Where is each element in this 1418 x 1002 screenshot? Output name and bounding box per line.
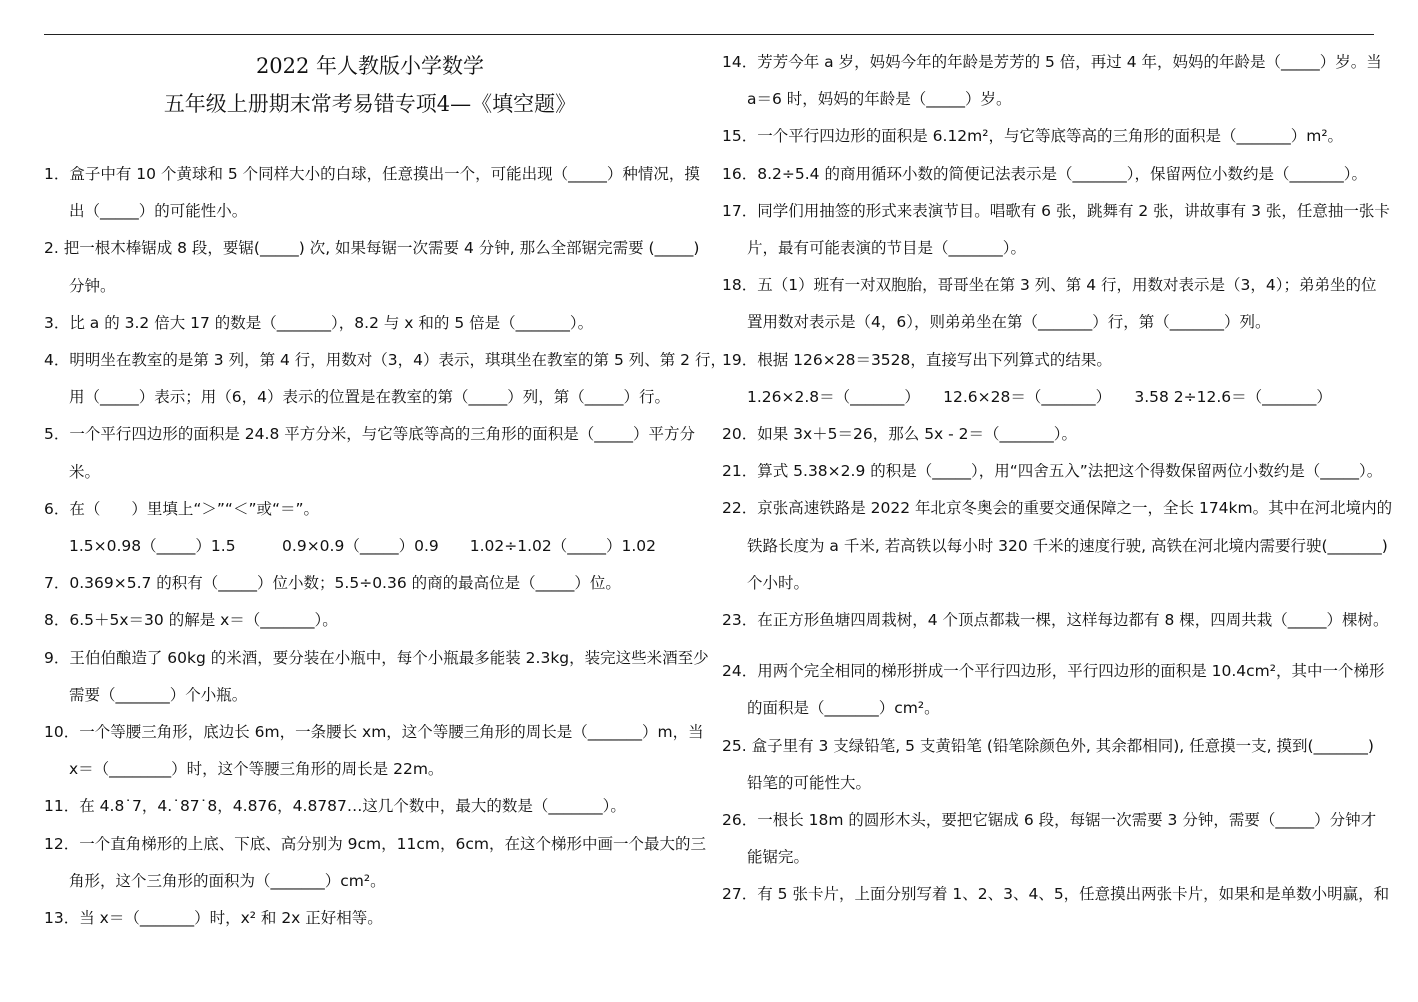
question-line: 16．8.2÷5.4 的商用循环小数的简便记法表示是（_______），保留两位小数约是（_______）。 — [722, 164, 1367, 183]
question-line: 铁路长度为 a 千米, 若高铁以每小时 320 千米的速度行驶, 高铁在河北境内需要行驶(_______) — [747, 536, 1388, 555]
question-line: 20．如果 3x＋5＝26，那么 5x - 2＝（_______）。 — [722, 425, 1078, 444]
question-line: 置用数对表示是（4，6），则弟弟坐在第（_______）行，第（_______）列。 — [747, 313, 1271, 332]
question-line: 4．明明坐在教室的是第 3 列，第 4 行，用数对（3，4）表示，琪琪坐在教室的第 5 列、第 2 行， — [44, 351, 726, 370]
question-line: 8．6.5＋5x＝30 的解是 x＝（_______）。 — [44, 611, 338, 630]
question-line: 的面积是（_______）cm²。 — [747, 699, 940, 718]
question-line: 需要（_______）个小瓶。 — [69, 685, 248, 704]
question-line: 1.26×2.8＝（_______） 12.6×28＝（_______） 3.58 2÷12.6＝（_______） — [747, 387, 1332, 406]
question-line: 2. 把一根木棒锯成 8 段，要锯(_____) 次, 如果每锯一次需要 4 分钟, 那么全部锯完需要 (_____) — [44, 239, 700, 258]
doc-title: 2022 年人教版小学数学 — [255, 54, 485, 78]
question-line: 7．0.369×5.7 的积有（_____）位小数；5.5÷0.36 的商的最高位是（_____）位。 — [44, 574, 621, 593]
left-column — [44, 156, 726, 937]
question-line: 6．在（ ）里填上“＞”“＜”或“＝”。 — [44, 499, 320, 518]
question-line: 9．王伯伯酿造了 60kg 的米酒，要分装在小瓶中，每个小瓶最多能装 2.3kg，装完这些米酒至少 — [44, 648, 709, 667]
question-line: 24．用两个完全相同的梯形拼成一个平行四边形，平行四边形的面积是 10.4cm²，其中一个梯形 — [722, 662, 1385, 681]
question-line: 27．有 5 张卡片，上面分别写着 1、2、3、4、5，任意摸出两张卡片，如果和是单数小明赢，和 — [722, 885, 1390, 904]
question-line: 5．一个平行四边形的面积是 24.8 平方分米，与它等底等高的三角形的面积是（_____）平方分 — [44, 425, 695, 444]
question-line: x＝（________）时，这个等腰三角形的周长是 22m。 — [69, 760, 444, 779]
top-rule — [44, 34, 1374, 35]
question-line: 25. 盒子里有 3 支绿铅笔, 5 支黄铅笔 (铅笔除颜色外, 其余都相同), 任意摸一支, 摸到(_______) — [722, 736, 1374, 755]
question-line: 12．一个直角梯形的上底、下底、高分别为 9cm，11cm，6cm，在这个梯形中画一个最大的三 — [44, 834, 706, 853]
question-line: 能锯完。 — [747, 848, 810, 867]
question-line: 片，最有可能表演的节目是（_______）。 — [747, 239, 1027, 258]
question-line: 23．在正方形鱼塘四周栽树，4 个顶点都栽一棵，这样每边都有 8 棵，四周共栽（_____）棵树。 — [722, 611, 1389, 630]
question-line: 13．当 x＝（_______）时，x² 和 2x 正好相等。 — [44, 909, 383, 928]
question-line: 22．京张高速铁路是 2022 年北京冬奥会的重要交通保障之一，全长 174km。其中在河北境内的 — [722, 499, 1393, 518]
question-line: 17．同学们用抽签的形式来表演节目。唱歌有 6 张，跳舞有 2 张，讲故事有 3 张，任意抽一张卡 — [722, 201, 1390, 220]
question-line: 个小时。 — [747, 573, 810, 592]
question-line: 角形，这个三角形的面积为（_______）cm²。 — [69, 871, 386, 890]
question-line: 15．一个平行四边形的面积是 6.12m²，与它等底等高的三角形的面积是（_______）m²。 — [722, 127, 1344, 146]
question-line: 26．一根长 18m 的圆形木头，要把它锯成 6 段，每锯一次需要 3 分钟，需要（_____）分钟才 — [722, 811, 1377, 830]
question-line: 出（_____）的可能性小。 — [69, 202, 248, 221]
question-line: a＝6 时，妈妈的年龄是（_____）岁。 — [747, 90, 1012, 109]
question-line: 3．比 a 的 3.2 倍大 17 的数是（_______），8.2 与 x 和的 5 倍是（_______）。 — [44, 313, 594, 332]
spacer — [722, 639, 1377, 653]
question-line: 21．算式 5.38×2.9 的积是（_____），用“四舍五入”法把这个得数保留两位小数约是（_____）。 — [722, 462, 1383, 481]
question-line: 18．五（1）班有一对双胞胎，哥哥坐在第 3 列、第 4 行，用数对表示是（3，4）；弟弟坐的位 — [722, 276, 1377, 295]
doc-subtitle: 五年级上册期末常考易错专项4—《填空题》 — [163, 92, 577, 116]
question-line: 19．根据 126×28＝3528，直接写出下列算式的结果。 — [722, 350, 1112, 369]
question-line: 用（_____）表示；用（6，4）表示的位置是在教室的第（_____）列，第（_____）行。 — [69, 388, 670, 407]
question-line: 14．芳芳今年 a 岁，妈妈今年的年龄是芳芳的 5 倍，再过 4 年，妈妈的年龄是（_____）岁。当 — [722, 53, 1382, 71]
question-line: 1．盒子中有 10 个黄球和 5 个同样大小的白球，任意摸出一个，可能出现（_____）种情况，摸 — [44, 165, 700, 183]
question-line: 10．一个等腰三角形，底边长 6m，一条腰长 xm，这个等腰三角形的周长是（_______）m，当 — [44, 723, 704, 742]
right-column — [722, 44, 1393, 914]
question-line: 分钟。 — [69, 276, 116, 295]
question-line: 1.5×0.98（_____）1.5 0.9×0.9（_____）0.9 1.02÷1.02（_____）1.02 — [69, 537, 657, 556]
question-line: 11．在 4.8˙7，4.˙87˙8，4.876，4.8787…这几个数中，最大的数是（_______）。 — [44, 797, 626, 816]
question-line: 米。 — [69, 462, 101, 481]
question-line: 铅笔的可能性大。 — [747, 773, 872, 792]
